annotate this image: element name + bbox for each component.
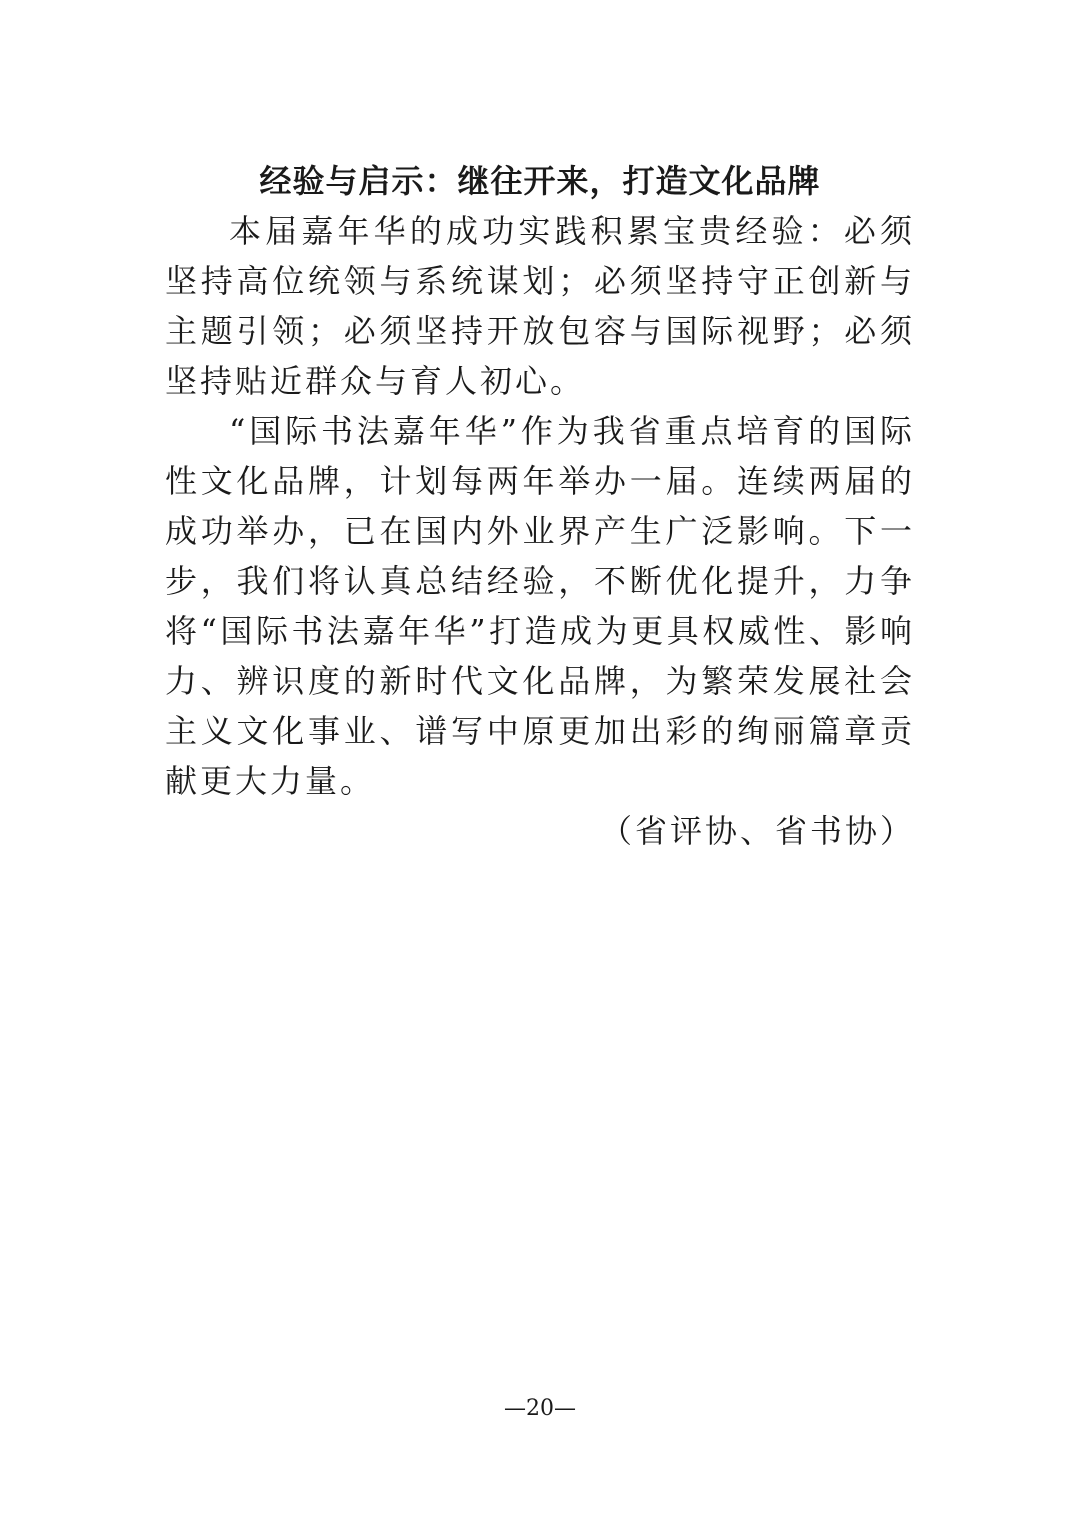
section-heading: 经验与启示：继往开来，打造文化品牌 bbox=[259, 162, 821, 200]
signature: （省评协、省书协） bbox=[599, 812, 915, 850]
paragraph-experience: 本届嘉年华的成功实践积累宝贵经验：必须坚持高位统领与系统谋划；必须坚持守正创新与主题引领；必须坚持开放包容与国际视野；必须坚持贴近群众与育人初心。 bbox=[165, 212, 915, 400]
paragraph-next-steps: “国际书法嘉年华”作为我省重点培育的国际性文化品牌，计划每两年举办一届。连续两届的成功举办，已在国内外业界产生广泛影响。下一步，我们将认真总结经验，不断优化提升，力争将“国际书法嘉年华”打造成为更具权威性、影响力、辨识度的新时代文化品牌，为繁荣发展社会主义文化事业、谱写中原更加出彩的绚丽篇章贡献更大力量。 bbox=[165, 412, 915, 800]
body-text bbox=[165, 206, 915, 806]
page-number: —20— bbox=[504, 1396, 576, 1421]
